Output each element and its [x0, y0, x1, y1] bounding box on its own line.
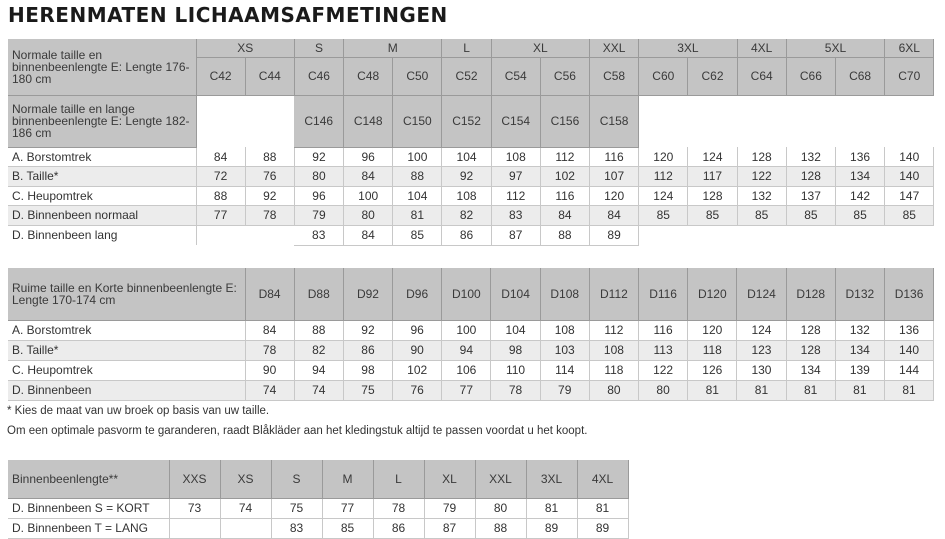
- measure-value: 128: [737, 147, 786, 167]
- inseam-value: 77: [322, 498, 373, 518]
- inseam-table: [8, 460, 629, 539]
- inseam-value: 79: [424, 498, 475, 518]
- measure-value: 88: [196, 186, 245, 206]
- measure-value: 120: [590, 186, 639, 206]
- measure-value: 108: [540, 320, 589, 340]
- size-header: XXL: [475, 460, 526, 498]
- measure-value: 85: [885, 206, 934, 226]
- measure-value: 80: [344, 206, 393, 226]
- measure-value: 96: [294, 186, 343, 206]
- size-code: D92: [343, 268, 392, 320]
- empty-cell: [639, 95, 688, 147]
- long-size-code: C154: [491, 95, 540, 147]
- inseam-header-row: [8, 460, 628, 498]
- size-code: D84: [245, 268, 294, 320]
- measure-value: 102: [393, 360, 442, 380]
- size-group-header: S: [294, 39, 343, 57]
- size-code: D116: [639, 268, 688, 320]
- measure-value: 80: [294, 167, 343, 187]
- size-code: D100: [442, 268, 491, 320]
- empty-cell: [688, 225, 737, 245]
- empty-cell: [835, 225, 884, 245]
- measure-value: 118: [688, 340, 737, 360]
- measure-value: 134: [786, 360, 835, 380]
- measure-value: 144: [884, 360, 933, 380]
- inseam-value: 87: [424, 518, 475, 538]
- measure-value: 81: [884, 380, 933, 400]
- measure-value: 92: [294, 147, 343, 167]
- measure-value: 139: [835, 360, 884, 380]
- measure-value: 82: [294, 340, 343, 360]
- measure-value: 124: [737, 320, 786, 340]
- measure-value: 116: [590, 147, 639, 167]
- size-group-header: XXL: [590, 39, 639, 57]
- measure-value: 116: [639, 320, 688, 340]
- measure-label: B. Taille*: [8, 340, 245, 360]
- measure-value: 78: [245, 340, 294, 360]
- measure-row: [8, 147, 934, 167]
- measure-value: 84: [245, 320, 294, 340]
- measure-value: 85: [688, 206, 737, 226]
- measure-value: 74: [245, 380, 294, 400]
- size-header: S: [271, 460, 322, 498]
- measure-value: 83: [294, 225, 343, 245]
- measure-label: D. Binnenbeen normaal: [8, 206, 196, 226]
- measure-value: 87: [491, 225, 540, 245]
- measure-value: 85: [737, 206, 786, 226]
- inseam-value: 78: [373, 498, 424, 518]
- measure-value: 120: [639, 147, 688, 167]
- measure-row: [8, 360, 934, 380]
- size-header: XXS: [169, 460, 220, 498]
- measure-value: 72: [196, 167, 245, 187]
- measure-value: 117: [688, 167, 737, 187]
- size-group-header: L: [442, 39, 491, 57]
- measure-value: 128: [786, 167, 835, 187]
- measure-value: 82: [442, 206, 491, 226]
- measure-value: 142: [835, 186, 884, 206]
- measure-row: [8, 206, 934, 226]
- measure-value: 79: [294, 206, 343, 226]
- measure-value: 137: [786, 186, 835, 206]
- empty-cell: [786, 95, 835, 147]
- measure-value: 84: [344, 167, 393, 187]
- size-code: D124: [737, 268, 786, 320]
- measure-value: 97: [491, 167, 540, 187]
- size-group-header: M: [344, 39, 442, 57]
- measure-value: 140: [885, 147, 934, 167]
- measure-value: 89: [590, 225, 639, 245]
- measure-value: 147: [885, 186, 934, 206]
- size-code: C56: [540, 57, 589, 95]
- measure-value: 98: [343, 360, 392, 380]
- measure-value: 128: [786, 340, 835, 360]
- empty-cell: [885, 95, 934, 147]
- measure-value: 112: [639, 167, 688, 187]
- measure-value: 84: [590, 206, 639, 226]
- size-group-row: [8, 39, 934, 57]
- measure-value: 90: [245, 360, 294, 380]
- inseam-value: [220, 518, 271, 538]
- measure-value: 140: [885, 167, 934, 187]
- measure-value: 108: [491, 147, 540, 167]
- measure-value: 92: [343, 320, 392, 340]
- size-group-header: XL: [491, 39, 589, 57]
- size-header: XL: [424, 460, 475, 498]
- long-size-code: C152: [442, 95, 491, 147]
- measure-value: 104: [491, 320, 540, 340]
- empty-cell: [245, 225, 294, 245]
- waist-note: * Kies de maat van uw broek op basis van uw taille.: [7, 405, 270, 417]
- empty-cell: [196, 95, 245, 147]
- measure-value: 134: [835, 340, 884, 360]
- measure-value: 114: [540, 360, 589, 380]
- measure-value: 96: [344, 147, 393, 167]
- measure-value: 100: [344, 186, 393, 206]
- long-size-code: C156: [540, 95, 589, 147]
- empty-cell: [245, 95, 294, 147]
- measure-value: 122: [737, 167, 786, 187]
- measure-value: 77: [196, 206, 245, 226]
- size-code: D88: [294, 268, 343, 320]
- measure-row: [8, 340, 934, 360]
- inseam-value: 75: [271, 498, 322, 518]
- inseam-value: 74: [220, 498, 271, 518]
- measure-value: 84: [196, 147, 245, 167]
- measure-value: 77: [442, 380, 491, 400]
- measure-label: D. Binnenbeen: [8, 380, 245, 400]
- measure-value: 128: [688, 186, 737, 206]
- measure-value: 88: [540, 225, 589, 245]
- measure-label: C. Heupomtrek: [8, 186, 196, 206]
- measure-value: 100: [442, 320, 491, 340]
- measure-value: 103: [540, 340, 589, 360]
- measure-value: 132: [835, 320, 884, 340]
- code-row: [8, 268, 934, 320]
- measure-value: 75: [343, 380, 392, 400]
- measure-value: 76: [245, 167, 294, 187]
- inseam-header: Binnenbeenlengte**: [8, 460, 169, 498]
- empty-cell: [737, 95, 786, 147]
- measure-value: 116: [540, 186, 589, 206]
- long-inseam-row: [8, 225, 934, 245]
- measure-value: 78: [491, 380, 540, 400]
- long-size-code: C158: [590, 95, 639, 147]
- measure-value: 88: [294, 320, 343, 340]
- inseam-label: D. Binnenbeen S = KORT: [8, 498, 169, 518]
- measure-label: A. Borstomtrek: [8, 147, 196, 167]
- measure-value: 86: [442, 225, 491, 245]
- measure-value: 124: [639, 186, 688, 206]
- measure-value: 88: [245, 147, 294, 167]
- inseam-value: 81: [526, 498, 577, 518]
- measure-value: 132: [786, 147, 835, 167]
- measure-row: [8, 380, 934, 400]
- measure-value: 140: [884, 340, 933, 360]
- measure-value: 81: [786, 380, 835, 400]
- measure-label: A. Borstomtrek: [8, 320, 245, 340]
- size-code: C46: [294, 57, 343, 95]
- measure-value: 122: [639, 360, 688, 380]
- measure-value: 79: [540, 380, 589, 400]
- measure-value: 112: [540, 147, 589, 167]
- measure-value: 112: [491, 186, 540, 206]
- measure-value: 81: [393, 206, 442, 226]
- size-code: D96: [393, 268, 442, 320]
- measure-value: 104: [442, 147, 491, 167]
- fit-note: Om een optimale pasvorm te garanderen, raadt Blåkläder aan het kledingstuk altijd te passen voordat u het koopt.: [7, 425, 588, 437]
- measure-value: 85: [835, 206, 884, 226]
- measure-value: 84: [540, 206, 589, 226]
- measure-value: 128: [786, 320, 835, 340]
- size-group-header: 3XL: [639, 39, 737, 57]
- measure-value: 85: [786, 206, 835, 226]
- measure-value: 130: [737, 360, 786, 380]
- inseam-value: 81: [577, 498, 628, 518]
- measure-value: 86: [343, 340, 392, 360]
- size-code: C68: [835, 57, 884, 95]
- size-code: C50: [393, 57, 442, 95]
- size-header: L: [373, 460, 424, 498]
- inseam-value: 83: [271, 518, 322, 538]
- inseam-value: 89: [577, 518, 628, 538]
- measure-value: 78: [245, 206, 294, 226]
- measure-value: 132: [737, 186, 786, 206]
- size-group-header: 6XL: [885, 39, 934, 57]
- empty-cell: [688, 95, 737, 147]
- measure-row: [8, 167, 934, 187]
- measure-value: 123: [737, 340, 786, 360]
- size-code: C64: [737, 57, 786, 95]
- long-fit-header: Normale taille en lange binnenbeenlengte E: Lengte 182-186 cm: [8, 95, 196, 147]
- size-group-header: 5XL: [786, 39, 884, 57]
- measure-value: 92: [245, 186, 294, 206]
- empty-cell: [196, 225, 245, 245]
- measure-value: 136: [884, 320, 933, 340]
- empty-cell: [835, 95, 884, 147]
- measure-value: 126: [688, 360, 737, 380]
- measure-value: 108: [442, 186, 491, 206]
- measure-label: D. Binnenbeen lang: [8, 225, 196, 245]
- size-code: D104: [491, 268, 540, 320]
- long-size-code: C150: [393, 95, 442, 147]
- size-header: M: [322, 460, 373, 498]
- measure-value: 88: [393, 167, 442, 187]
- inseam-value: [169, 518, 220, 538]
- normal-fit-header: Normale taille en binnenbeenlengte E: Lengte 176-180 cm: [8, 39, 196, 95]
- size-code: D128: [786, 268, 835, 320]
- measure-value: 118: [589, 360, 638, 380]
- empty-cell: [639, 225, 688, 245]
- size-code: D132: [835, 268, 884, 320]
- measure-value: 98: [491, 340, 540, 360]
- size-group-header: 4XL: [737, 39, 786, 57]
- measure-value: 106: [442, 360, 491, 380]
- size-group-header: XS: [196, 39, 294, 57]
- measure-value: 136: [835, 147, 884, 167]
- measure-row: [8, 320, 934, 340]
- measure-value: 76: [393, 380, 442, 400]
- measure-value: 74: [294, 380, 343, 400]
- long-size-code: C146: [294, 95, 343, 147]
- size-code: C54: [491, 57, 540, 95]
- empty-cell: [737, 225, 786, 245]
- size-code: C42: [196, 57, 245, 95]
- measure-row: [8, 186, 934, 206]
- size-header: XS: [220, 460, 271, 498]
- measure-value: 102: [540, 167, 589, 187]
- size-code: C66: [786, 57, 835, 95]
- measure-value: 124: [688, 147, 737, 167]
- inseam-label: D. Binnenbeen T = LANG: [8, 518, 169, 538]
- measure-value: 90: [393, 340, 442, 360]
- size-code: D136: [884, 268, 933, 320]
- inseam-value: 80: [475, 498, 526, 518]
- measure-value: 80: [639, 380, 688, 400]
- size-code: C58: [590, 57, 639, 95]
- measure-value: 81: [835, 380, 884, 400]
- page-title: HERENMATEN LICHAAMSAFMETINGEN: [8, 3, 448, 27]
- measure-value: 92: [442, 167, 491, 187]
- inseam-value: 86: [373, 518, 424, 538]
- measure-value: 112: [589, 320, 638, 340]
- size-code: C44: [245, 57, 294, 95]
- size-code: C70: [885, 57, 934, 95]
- measure-value: 110: [491, 360, 540, 380]
- size-header: 3XL: [526, 460, 577, 498]
- size-code: D112: [589, 268, 638, 320]
- measure-value: 83: [491, 206, 540, 226]
- inseam-value: 89: [526, 518, 577, 538]
- long-code-row: [8, 95, 934, 147]
- size-code: C48: [344, 57, 393, 95]
- empty-cell: [786, 225, 835, 245]
- size-header: 4XL: [577, 460, 628, 498]
- measure-value: 107: [590, 167, 639, 187]
- measure-value: 113: [639, 340, 688, 360]
- measure-value: 94: [442, 340, 491, 360]
- measure-value: 96: [393, 320, 442, 340]
- measure-value: 100: [393, 147, 442, 167]
- inseam-value: 73: [169, 498, 220, 518]
- size-table-wide: [8, 268, 934, 401]
- empty-cell: [885, 225, 934, 245]
- inseam-row: [8, 518, 628, 538]
- long-size-code: C148: [344, 95, 393, 147]
- measure-value: 134: [835, 167, 884, 187]
- inseam-value: 85: [322, 518, 373, 538]
- measure-value: 80: [589, 380, 638, 400]
- measure-value: 120: [688, 320, 737, 340]
- measure-value: 108: [589, 340, 638, 360]
- inseam-row: [8, 498, 628, 518]
- size-table-normal: [8, 39, 934, 246]
- measure-value: 85: [639, 206, 688, 226]
- size-code: C52: [442, 57, 491, 95]
- size-code: C62: [688, 57, 737, 95]
- measure-value: 94: [294, 360, 343, 380]
- measure-value: 85: [393, 225, 442, 245]
- measure-value: 81: [688, 380, 737, 400]
- size-code: C60: [639, 57, 688, 95]
- inseam-value: 88: [475, 518, 526, 538]
- measure-value: 81: [737, 380, 786, 400]
- size-code: D120: [688, 268, 737, 320]
- size-code: D108: [540, 268, 589, 320]
- measure-label: B. Taille*: [8, 167, 196, 187]
- wide-fit-header: Ruime taille en Korte binnenbeenlengte E: Lengte 170-174 cm: [8, 268, 245, 320]
- measure-value: 104: [393, 186, 442, 206]
- measure-value: 84: [344, 225, 393, 245]
- measure-label: C. Heupomtrek: [8, 360, 245, 380]
